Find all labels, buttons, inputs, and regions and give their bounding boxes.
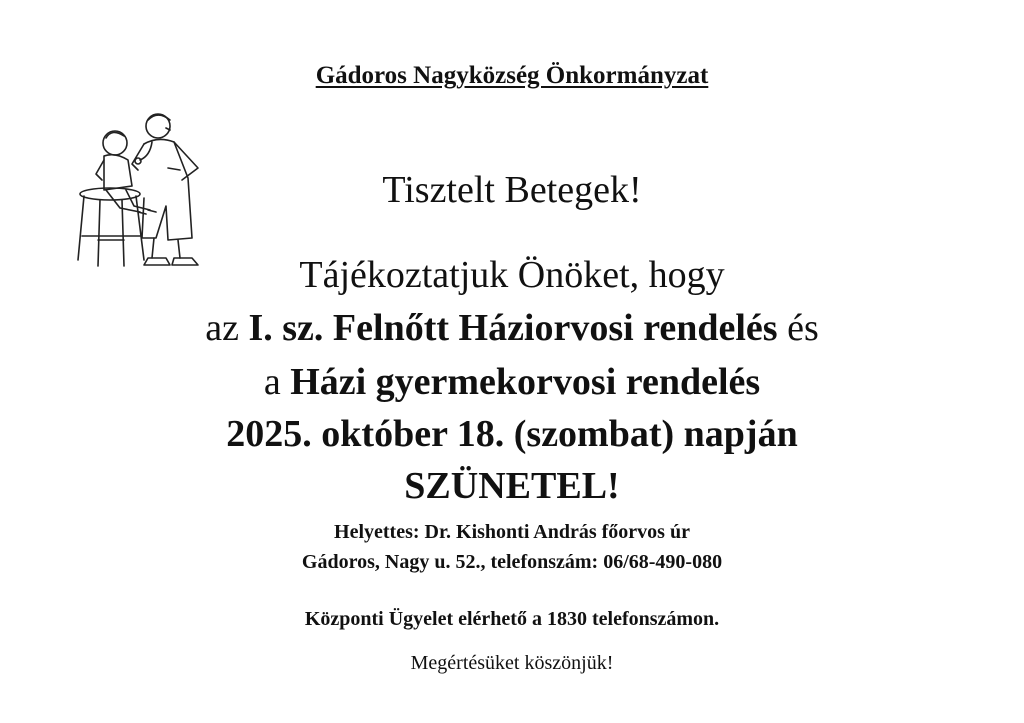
greeting: Tisztelt Betegek! xyxy=(382,169,642,211)
closing-thanks: Megértésüket köszönjük! xyxy=(410,652,614,674)
substitute-address: Gádoros, Nagy u. 52., telefonszám: 06/68-490-080 xyxy=(301,551,723,573)
notice-line-2 xyxy=(0,306,1024,350)
header-title: Gádoros Nagyközség Önkormányzat xyxy=(315,62,709,89)
notice-line-2-prefix: az xyxy=(205,307,249,349)
notice-line-3 xyxy=(0,360,1024,404)
substitute-doctor: Helyettes: Dr. Kishonti András főorvos úr xyxy=(334,521,690,543)
notice-line-2-suffix: és xyxy=(777,307,819,349)
notice-line-3-prefix: a xyxy=(263,361,291,403)
notice-line-1: Tájékoztatjuk Önöket, hogy xyxy=(299,254,725,296)
pediatric-service: Házi gyermekorvosi rendelés xyxy=(290,361,761,403)
notice-suspended: SZÜNETEL! xyxy=(404,465,620,507)
notice-date: 2025. október 18. (szombat) napján xyxy=(226,413,798,455)
adult-gp-service: I. sz. Felnőtt Háziorvosi rendelés xyxy=(248,307,778,349)
central-duty-info: Központi Ügyelet elérhető a 1830 telefonszámon. xyxy=(304,608,720,630)
